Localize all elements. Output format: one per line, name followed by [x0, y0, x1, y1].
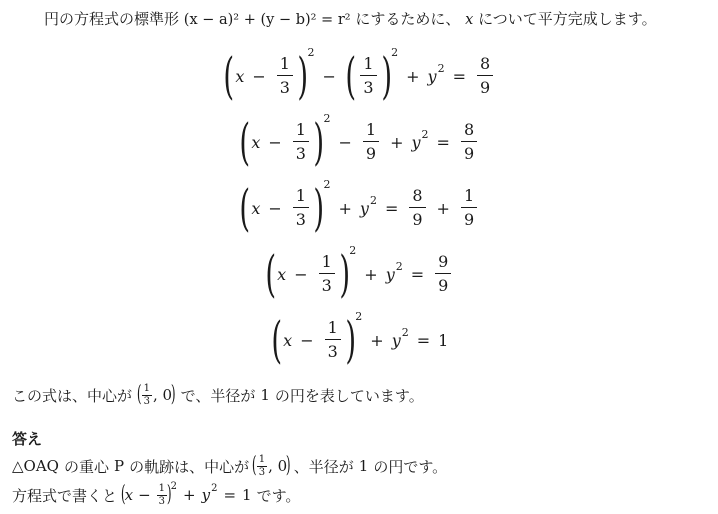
- eq-var-x: x: [277, 264, 287, 284]
- answer-text: の重心: [63, 457, 109, 476]
- right-paren: ): [380, 47, 392, 105]
- eq-exponent: 2: [437, 61, 445, 75]
- center-rest: , 0: [152, 386, 173, 404]
- eq-fraction: [157, 484, 167, 507]
- equation-line-4: [0, 244, 718, 304]
- equation-line-1: [0, 46, 718, 106]
- eq-equals: =: [410, 264, 425, 284]
- eq-operator: +: [364, 264, 378, 284]
- eq-fraction: [325, 320, 341, 360]
- right-paren: ): [297, 47, 309, 105]
- eq-var-x: x: [251, 132, 261, 152]
- eq-equals: =: [436, 132, 450, 152]
- equation-line-5: [0, 310, 718, 370]
- right-paren: ): [345, 311, 356, 369]
- fraction-numerator: 8: [463, 120, 475, 139]
- eq-fraction: [363, 122, 379, 162]
- intro-middle: にするために、: [355, 10, 461, 28]
- fraction-numerator: 1: [258, 453, 266, 465]
- left-paren: (: [271, 311, 282, 369]
- answer-heading: 答え: [12, 430, 43, 448]
- eq-var-x: x: [124, 486, 134, 504]
- left-paren: (: [223, 47, 234, 105]
- eq-fraction: [277, 56, 293, 96]
- center-fraction: [142, 384, 152, 407]
- right-paren: ): [171, 382, 176, 407]
- intro-tail: について平方完成します。: [478, 10, 657, 28]
- conclusion-tail: の円を表しています。: [274, 386, 424, 405]
- fraction-numerator: 1: [463, 186, 475, 205]
- eq-exponent: 2: [211, 482, 218, 494]
- fraction-denominator: 3: [319, 273, 335, 294]
- answer-text: の円です。: [373, 457, 448, 476]
- eq-equals: =: [452, 66, 466, 86]
- eq-exponent: 2: [323, 111, 331, 125]
- fraction-denominator: 9: [461, 141, 477, 162]
- answer-line-1: [12, 452, 447, 480]
- eq-fraction: [360, 56, 376, 96]
- right-paren: ): [286, 453, 291, 478]
- fraction-denominator: 3: [258, 466, 266, 478]
- center-rest: , 0: [268, 457, 288, 475]
- eq-operator: +: [390, 132, 404, 152]
- eq-fraction: [293, 122, 309, 162]
- eq-operator: −: [252, 66, 266, 86]
- fraction-numerator: 9: [438, 252, 449, 271]
- radius-value: 1: [260, 386, 270, 404]
- center-coordinate: [253, 455, 290, 478]
- triangle-label: △OAQ: [12, 457, 59, 475]
- conclusion-lead: この式は、中心が: [12, 386, 133, 405]
- fraction-denominator: 3: [158, 495, 166, 507]
- eq-exponent: 2: [395, 259, 403, 273]
- right-paren: ): [166, 482, 172, 507]
- centroid-label: P: [113, 457, 125, 475]
- center-fraction: [257, 455, 267, 478]
- eq-var-y: y: [427, 66, 437, 86]
- eq-operator: −: [322, 66, 336, 86]
- eq-operator: +: [338, 198, 352, 218]
- left-paren: (: [265, 245, 276, 303]
- eq-fraction: [435, 254, 451, 294]
- eq-operator: +: [183, 486, 196, 504]
- eq-fraction: [319, 254, 335, 294]
- eq-var-x: x: [251, 198, 261, 218]
- fraction-denominator: 9: [435, 273, 451, 294]
- conclusion-middle: で、半径が: [180, 386, 256, 405]
- fraction-denominator: 3: [325, 339, 341, 360]
- eq-operator: −: [268, 132, 282, 152]
- fraction-denominator: 3: [143, 395, 150, 407]
- eq-fraction: [293, 188, 309, 228]
- eq-rhs: 1: [438, 330, 449, 350]
- eq-equals: =: [416, 330, 431, 350]
- eq-operator: −: [294, 264, 308, 284]
- answer-text: の軌跡は、中心が: [129, 457, 250, 476]
- eq-equals: =: [223, 486, 237, 504]
- eq-operator: +: [370, 330, 384, 350]
- right-paren: ): [339, 245, 350, 303]
- eq-equals: =: [384, 198, 399, 218]
- eq-exponent: 2: [307, 45, 315, 59]
- answer-text: です。: [256, 486, 301, 505]
- eq-fraction: [461, 122, 477, 162]
- answer-text: 、半径が: [293, 457, 354, 476]
- fraction-numerator: 1: [279, 54, 290, 73]
- conclusion-sentence: [12, 380, 424, 410]
- radius-value: 1: [358, 457, 369, 475]
- center-coordinate: [138, 384, 175, 407]
- fraction-numerator: 1: [295, 120, 306, 139]
- left-paren: (: [252, 453, 257, 478]
- fraction-denominator: 3: [277, 75, 293, 96]
- left-paren: (: [239, 179, 250, 237]
- right-paren: ): [313, 179, 325, 237]
- answer-equation: [120, 480, 252, 507]
- eq-operator: −: [268, 198, 282, 218]
- eq-operator: +: [406, 66, 420, 86]
- equation-line-2: [0, 112, 718, 172]
- eq-operator: +: [436, 198, 450, 218]
- eq-fraction: [477, 56, 493, 96]
- eq-operator: −: [138, 486, 151, 504]
- eq-var-y: y: [201, 486, 211, 504]
- eq-exponent: 2: [349, 243, 357, 257]
- eq-exponent: 2: [391, 45, 399, 59]
- fraction-numerator: 1: [295, 186, 306, 205]
- fraction-numerator: 8: [479, 54, 491, 73]
- left-paren: (: [136, 382, 142, 407]
- left-paren: (: [120, 482, 126, 507]
- eq-operator: −: [300, 330, 314, 350]
- fraction-numerator: 1: [327, 318, 338, 337]
- fraction-numerator: 1: [143, 382, 150, 394]
- eq-exponent: 2: [369, 193, 377, 207]
- left-paren: (: [345, 47, 357, 105]
- eq-var-y: y: [411, 132, 421, 152]
- fraction-numerator: 1: [158, 482, 166, 494]
- fraction-denominator: 9: [363, 141, 379, 162]
- fraction-denominator: 9: [477, 75, 493, 96]
- standard-form-formula: (x − a)² + (y − b)² = r²: [183, 12, 351, 28]
- answer-text: 方程式で書くと: [12, 486, 118, 505]
- answer-line-2: [12, 480, 300, 510]
- fraction-denominator: 9: [461, 207, 477, 228]
- eq-exponent: 2: [323, 177, 331, 191]
- eq-var-y: y: [385, 264, 395, 284]
- eq-var-x: x: [283, 330, 293, 350]
- left-paren: (: [239, 113, 250, 171]
- eq-exponent: 2: [355, 309, 363, 323]
- fraction-denominator: 9: [409, 207, 425, 228]
- right-paren: ): [313, 113, 325, 171]
- intro-lead: 円の方程式の標準形: [44, 10, 180, 28]
- fraction-denominator: 3: [360, 75, 376, 96]
- fraction-numerator: 1: [321, 252, 332, 271]
- fraction-numerator: 1: [363, 54, 374, 73]
- eq-fraction: [409, 188, 425, 228]
- eq-fraction: [461, 188, 477, 228]
- intro-sentence: [44, 5, 657, 33]
- eq-operator: −: [338, 132, 352, 152]
- eq-var-y: y: [391, 330, 401, 350]
- eq-exponent: 2: [170, 480, 177, 492]
- equation-line-3: [0, 178, 718, 238]
- eq-exponent: 2: [421, 127, 429, 141]
- fraction-numerator: 1: [365, 120, 377, 139]
- fraction-numerator: 8: [412, 186, 423, 205]
- eq-var-x: x: [235, 66, 245, 86]
- eq-var-y: y: [359, 198, 369, 218]
- intro-variable: x: [465, 12, 474, 28]
- fraction-denominator: 3: [293, 207, 309, 228]
- fraction-denominator: 3: [293, 141, 309, 162]
- eq-rhs: 1: [242, 486, 252, 504]
- eq-exponent: 2: [401, 325, 409, 339]
